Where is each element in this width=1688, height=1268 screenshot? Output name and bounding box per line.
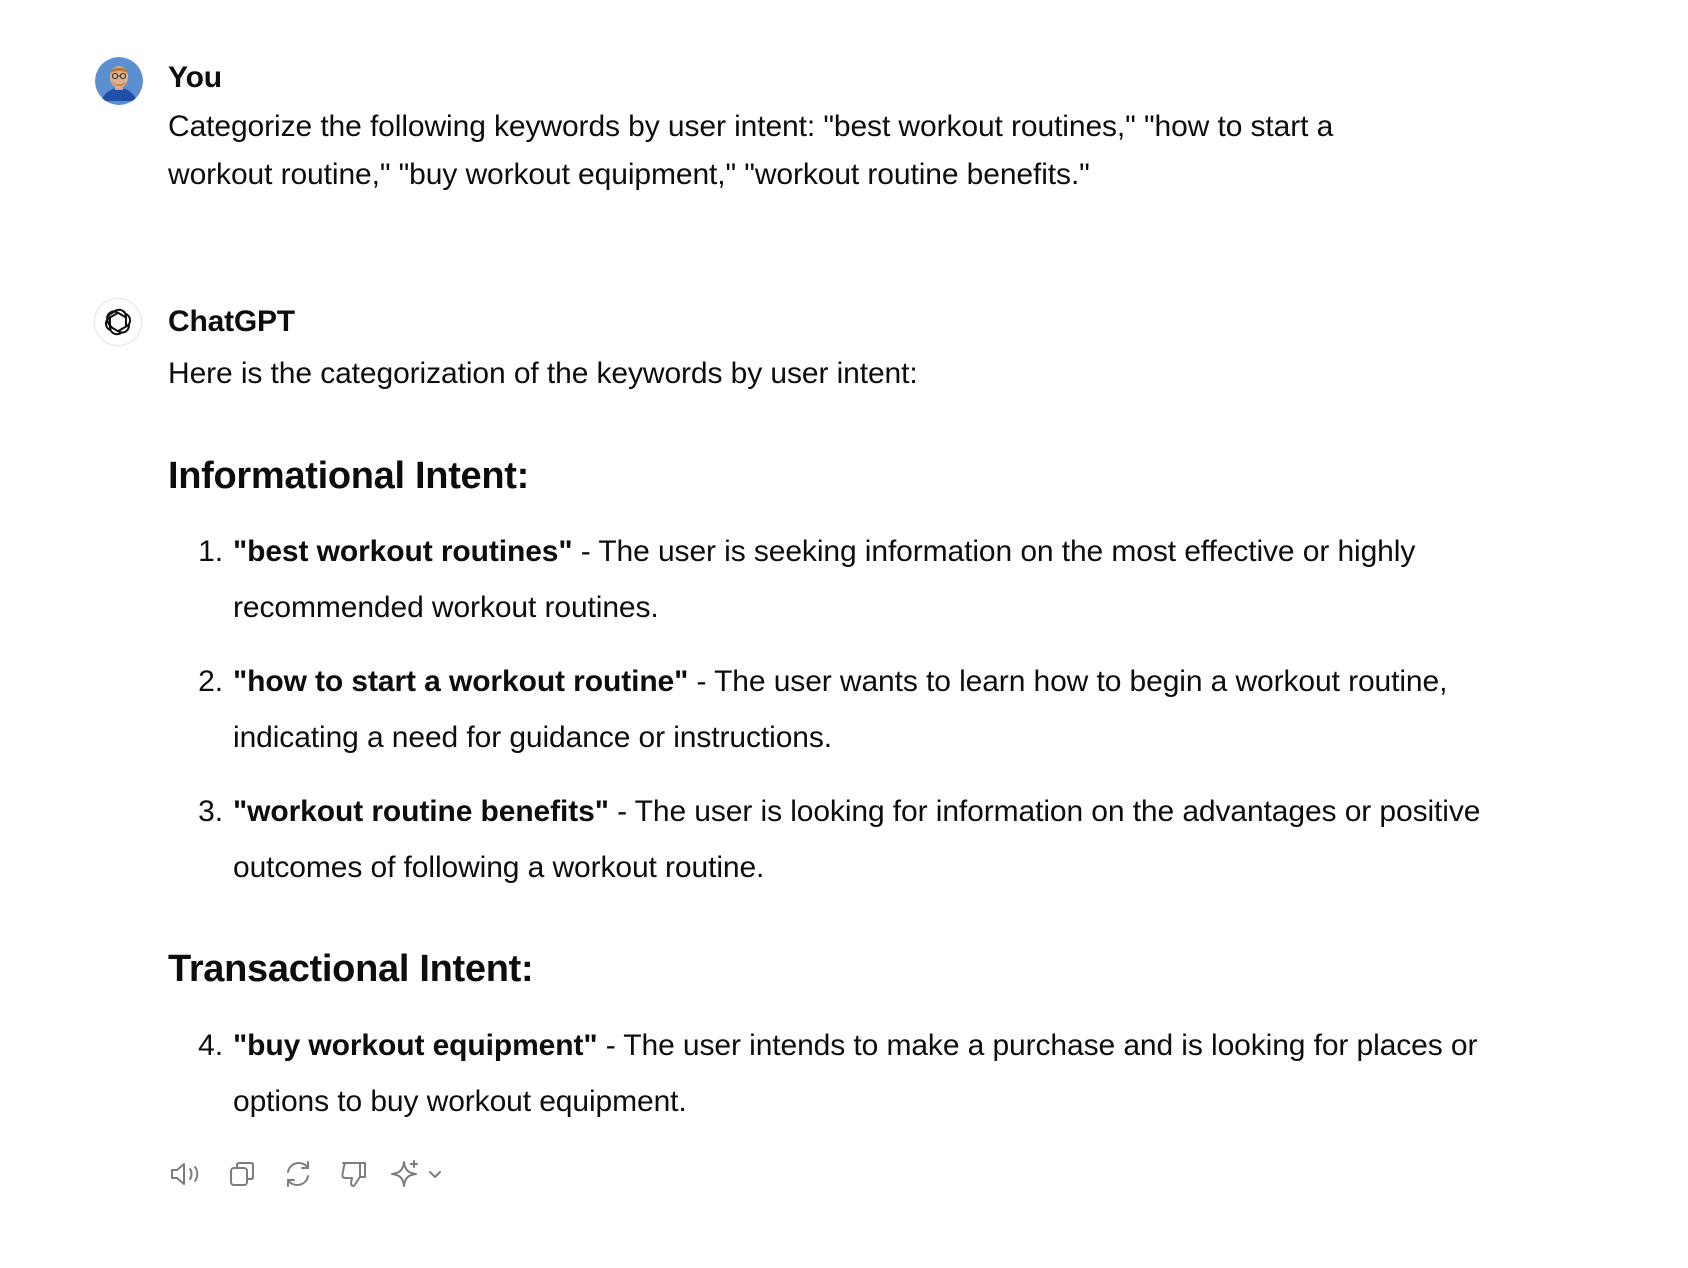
- user-message-line-1: Categorize the following keywords by user intent: "best workout routines," "how to start a: [168, 110, 1334, 143]
- list-item-description-cont: options to buy workout equipment.: [233, 1085, 687, 1118]
- section-heading-informational: Informational Intent:: [168, 455, 530, 497]
- list-item-number: 4.: [198, 1029, 223, 1062]
- sparkle-model-icon: [390, 1158, 450, 1190]
- list-item-description: - The user intends to make a purchase and is looking for places or: [597, 1029, 1478, 1062]
- chatgpt-avatar: [94, 298, 142, 346]
- list-item-number: 1.: [198, 535, 223, 568]
- list-item: [198, 524, 1573, 636]
- list-item-keyword: "best workout routines": [233, 535, 573, 568]
- assistant-author-name: ChatGPT: [168, 305, 295, 338]
- list-item: [198, 654, 1573, 766]
- assistant-intro: Here is the categorization of the keywords by user intent:: [168, 357, 918, 390]
- thumbs-down-button[interactable]: [334, 1156, 374, 1192]
- list-item-keyword: "workout routine benefits": [233, 795, 609, 828]
- user-avatar[interactable]: [95, 57, 143, 105]
- list-item-description: - The user is looking for information on the advantages or positive: [608, 795, 1481, 828]
- list-item-number: 3.: [198, 795, 223, 828]
- user-author-name: You: [168, 61, 222, 94]
- read-aloud-icon: [168, 1158, 204, 1190]
- list-item-keyword: "buy workout equipment": [233, 1029, 598, 1062]
- regenerate-icon: [282, 1158, 314, 1190]
- list-item-number: 2.: [198, 665, 223, 698]
- user-message-line-2: workout routine," "buy workout equipment," "workout routine benefits.": [168, 158, 1090, 191]
- message-action-toolbar: [166, 1156, 466, 1192]
- openai-logo-icon: [95, 299, 141, 345]
- list-item-description-cont: recommended workout routines.: [233, 591, 659, 624]
- list-item-description: - The user wants to learn how to begin a workout routine,: [688, 665, 1448, 698]
- list-item: [198, 784, 1573, 896]
- regenerate-button[interactable]: [278, 1156, 318, 1192]
- list-item: [198, 1018, 1573, 1130]
- list-item-description: - The user is seeking information on the most effective or highly: [572, 535, 1416, 568]
- read-aloud-button[interactable]: [166, 1156, 206, 1192]
- list-item-description-cont: indicating a need for guidance or instructions.: [233, 721, 833, 754]
- list-item-description-cont: outcomes of following a workout routine.: [233, 851, 765, 884]
- user-photo-icon: [95, 57, 143, 105]
- thumbs-down-icon: [338, 1158, 370, 1190]
- section-heading-transactional: Transactional Intent:: [168, 948, 534, 990]
- chevron-down-icon: [430, 1172, 440, 1177]
- copy-button[interactable]: [222, 1156, 262, 1192]
- list-item-keyword: "how to start a workout routine": [233, 665, 689, 698]
- copy-icon: [226, 1158, 258, 1190]
- model-switch-button[interactable]: [390, 1156, 450, 1192]
